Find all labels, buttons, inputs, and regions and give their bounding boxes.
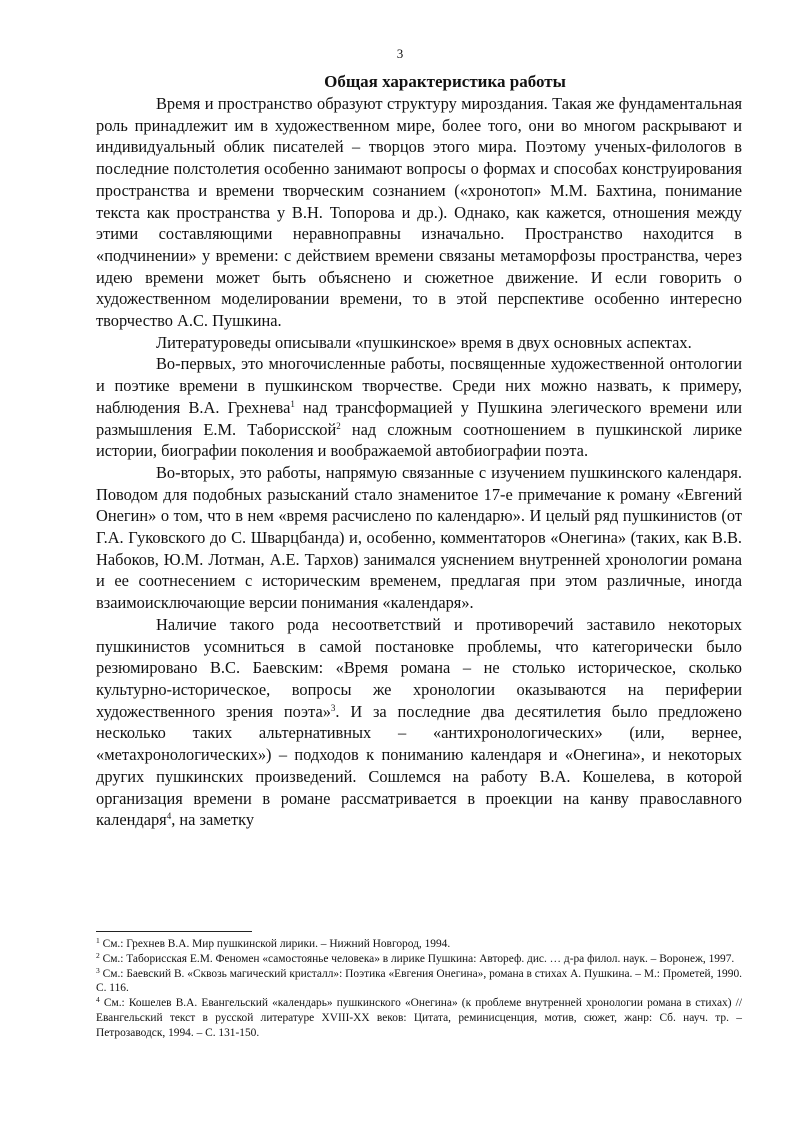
text-run: Во-вторых, это работы, напрямую связанные с изучением пушкинского календаря. Поводом для подобных разысканий стало знаменитое 17-е примечание к роману «Евгений Онегин» о том, что в нем «время расчислено по календарю». И целый ряд пушкинистов (от Г.А. Гуковского до С. Шварцбанда) и, особенно, комментаторов «Онегина» (таких, как В.В. Набоков, Ю.М. Лотман, А.Е. Тархов) занимался уяснением внутренней хронологии романа и ее соотнесением с историческим временем, предлагая при этом различные, иногда взаимоисключающие версии понимания «календаря». <box>96 462 742 613</box>
footnote-number: 2 <box>96 950 100 960</box>
footnote <box>96 967 742 997</box>
footnote-ref[interactable]: 3 <box>330 702 336 713</box>
footnote-divider <box>96 931 252 932</box>
footnote-number: 1 <box>96 936 100 945</box>
paragraph <box>96 614 742 831</box>
footnote <box>96 996 742 1040</box>
text-run: , на заметку <box>171 810 255 830</box>
text-run: . И за последние два десятилетия было предложено несколько таких альтернативных – «антихронологических» (или, вернее, «метахронологических») – подходов к пониманию календаря и «Онегина», и некоторых других пушкинских произведений. Сошлемся на работу В.А. Кошелева, в которой организация времени в романе рассматривается в проекции на канву православного календаря <box>96 701 742 830</box>
paragraph <box>96 93 742 332</box>
footnote-number: 3 <box>96 965 100 975</box>
footnote <box>96 952 742 967</box>
footnote-ref[interactable]: 4 <box>166 811 172 822</box>
section-title: Общая характеристика работы <box>324 72 566 91</box>
footnote-text: См.: Баевский В. «Сквозь магический кристалл»: Поэтика «Евгения Онегина», романа в стихах А. Пушкина. – М.: Прометей, 1990. С. 116. <box>96 967 742 995</box>
main-text <box>96 70 742 831</box>
paragraph <box>96 332 742 354</box>
footnote <box>96 937 742 952</box>
page-number: 3 <box>396 46 404 61</box>
footnote-number: 4 <box>96 995 100 1005</box>
text-run: над сложным соотношением в пушкинской лирике истории, биографии поколения и воображаемой автобиографии поэта. <box>96 419 743 461</box>
paragraph <box>96 462 742 614</box>
text-run: Во-первых, это многочисленные работы, посвященные художественной онтологии и поэтике времени в пушкинском творчестве. Среди них можно назвать, к примеру, наблюдения В.А. Грехнева <box>96 354 742 417</box>
footnote-text: См.: Кошелев В.А. Евангельский «календарь» пушкинского «Онегина» (к проблеме внутренней хронологии романа в стихах) // Евангельский текст в русской литературе XVIII-XX веков: Цитата, реминисценция, мотив, сюжет, жанр: Сб. науч. тр. – Петрозаводск, 1994. – С. 131-150. <box>96 997 742 1039</box>
text-run: Наличие такого рода несоответствий и противоречий заставило некоторых пушкинистов усомниться в самой постановке проблемы, что категорически было резюмировано В.С. Баевским: «Время романа – не столько историческое, сколько культурно-историческое, вопросы же хронологии оказываются на периферии художественного зрения поэта» <box>96 614 742 721</box>
footnotes <box>96 937 742 1041</box>
footnote-text: См.: Таборисская Е.М. Феномен «самостоянье человека» в лирике Пушкина: Автореф. дис. … д-ра филол. наук. – Воронеж, 1997. <box>99 952 735 965</box>
footnote-text: См.: Грехнев В.А. Мир пушкинской лирики. – Нижний Новгород, 1994. <box>99 938 451 950</box>
text-run: Литературоведы описывали «пушкинское» время в двух основных аспектах. <box>156 332 692 352</box>
footnote-ref[interactable]: 1 <box>290 398 295 409</box>
paragraph <box>96 353 742 462</box>
footnote-ref[interactable]: 2 <box>336 420 341 431</box>
text-run: над трансформацией у Пушкина элегического времени или размышления Е.М. Таборисской <box>96 397 742 439</box>
text-run: Время и пространство образуют структуру мироздания. Такая же фундаментальная роль принадлежит им в художественном мире, более того, они во многом раскрывают и индивидуальный облик писателей – творцов этого мира. Поэтому ученых-филологов в последние полстолетия особенно занимают вопросы о формах и способах конструирования пространства и времени творческим сознанием («хронотоп» М.М. Бахтина, понимание текста как пространства у В.Н. Топорова и др.). Однако, как кажется, отношения между этими составляющими неравноправны изначально. Пространство находится в «подчинении» у времени: с действием времени связаны метаморфозы пространства, через идею времени может быть объяснено и сюжетное движение. И если говорить о художественном моделировании времени, то в этой перспективе особенно интересно творчество А.С. Пушкина. <box>96 94 742 331</box>
